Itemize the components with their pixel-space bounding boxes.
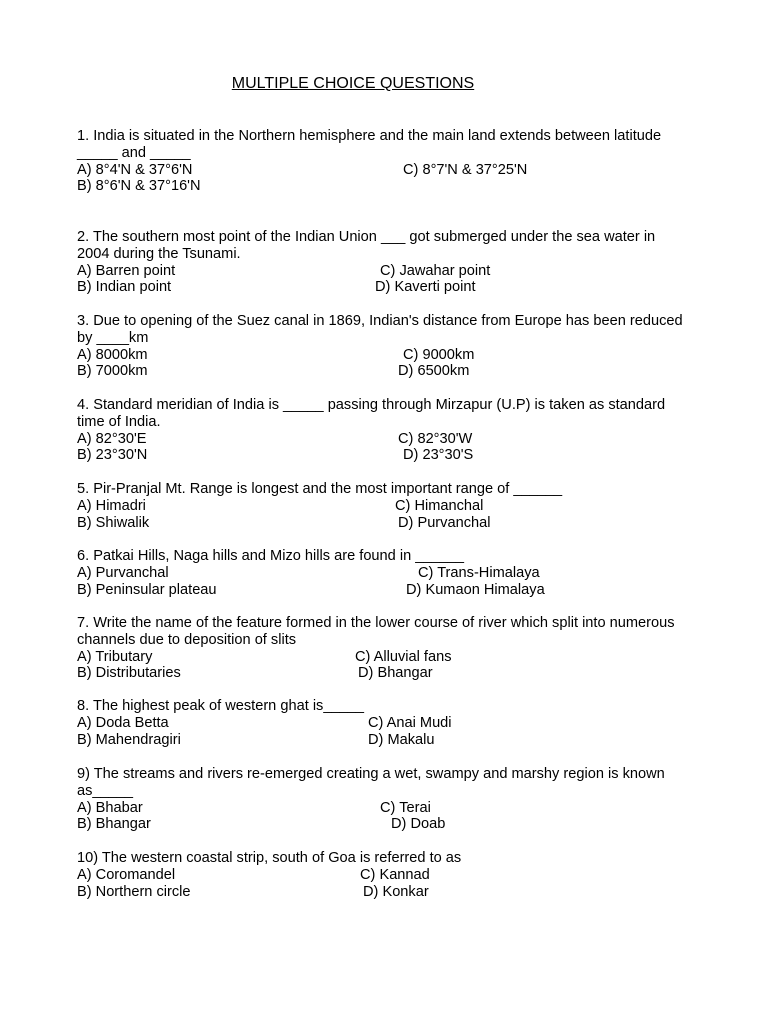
answer-option: A) Purvanchal [77,564,169,581]
answer-option: D) Bhangar [358,665,433,682]
question-text-line: 5. Pir-Pranjal Mt. Range is longest and the most important range of ______ [77,481,563,497]
question-text-line: 6. Patkai Hills, Naga hills and Mizo hills are found in ______ [77,548,464,564]
answer-option: C) Terai [380,799,431,816]
option-row [77,162,737,179]
question-text-line: as_____ [77,782,133,799]
question-10 [77,850,737,900]
option-row [77,279,737,296]
answer-option: B) 7000km [77,363,148,380]
answer-option: A) 8000km [77,346,148,363]
answer-option: D) 23°30'S [403,447,474,464]
option-row [77,447,737,464]
option-row [77,582,737,599]
question-text-line: _____ and _____ [77,144,191,161]
option-row [77,178,737,195]
answer-option: D) Makalu [368,731,435,748]
question-text-line: 9) The streams and rivers re-emerged creating a wet, swampy and marshy region is known [77,766,665,782]
answer-option: C) Alluvial fans [355,648,452,665]
answer-option: D) Kaverti point [375,279,476,296]
question-text-line: time of India. [77,413,161,430]
option-row [77,498,737,515]
answer-option: C) Himanchal [395,497,484,514]
answer-option: B) Bhangar [77,816,151,833]
option-row [77,816,737,833]
question-2 [77,229,737,296]
option-row [77,565,737,582]
answer-option: D) Konkar [363,883,429,900]
answer-option: B) Mahendragiri [77,731,181,748]
question-text-line: 2. The southern most point of the Indian Union ___ got submerged under the sea water in [77,229,656,245]
question-text-line: 3. Due to opening of the Suez canal in 1869, Indian's distance from Europe has been reduced [77,313,683,329]
question-4 [77,397,737,464]
answer-option: A) Coromandel [77,866,176,883]
question-text-line: by ____km [77,329,149,346]
question-text-line: 2004 during the Tsunami. [77,245,241,262]
question-text-line: channels due to deposition of slits [77,631,297,648]
answer-option: C) Anai Mudi [368,714,452,731]
option-row [77,263,737,280]
option-row [77,884,737,901]
question-text-line: 10) The western coastal strip, south of Goa is referred to as [77,850,462,866]
answer-option: D) Purvanchal [398,514,491,531]
option-row [77,732,737,749]
question-text-line: 4. Standard meridian of India is _____ passing through Mirzapur (U.P) is taken as standard [77,397,666,413]
question-text-line: 7. Write the name of the feature formed in the lower course of river which split into numerous [77,615,675,631]
answer-option: A) Barren point [77,262,176,279]
answer-option: D) Doab [391,816,446,833]
option-row [77,665,737,682]
option-row [77,649,737,666]
answer-option: C) 8°7'N & 37°25'N [403,161,528,178]
answer-option: B) 23°30'N [77,447,148,464]
answer-option: A) 8°4'N & 37°6'N [77,161,193,178]
answer-option: A) Tributary [77,648,153,665]
option-row [77,363,737,380]
answer-option: D) Kumaon Himalaya [406,581,545,598]
answer-option: D) 6500km [398,363,470,380]
question-6 [77,548,737,598]
page-title: MULTIPLE CHOICE QUESTIONS [231,75,475,92]
option-row [77,515,737,532]
option-row [77,347,737,364]
answer-option: A) Doda Betta [77,714,169,731]
answer-option: C) 9000km [403,346,475,363]
question-text-line: 8. The highest peak of western ghat is_____ [77,698,364,714]
option-row [77,431,737,448]
answer-option: C) Trans-Himalaya [418,564,540,581]
answer-option: B) Distributaries [77,665,181,682]
answer-option: A) Bhabar [77,799,143,816]
question-9 [77,766,737,833]
question-text-line: 1. India is situated in the Northern hemisphere and the main land extends between latitude [77,128,662,144]
question-8 [77,698,737,748]
answer-option: B) Shiwalik [77,514,150,531]
answer-option: B) 8°6'N & 37°16'N [77,178,201,195]
answer-option: B) Peninsular plateau [77,581,217,598]
question-3 [77,313,737,380]
option-row [77,715,737,732]
question-1 [77,128,737,195]
answer-option: C) Kannad [360,866,430,883]
answer-option: B) Indian point [77,279,172,296]
answer-option: A) 82°30'E [77,430,147,447]
question-7 [77,615,737,682]
question-5 [77,481,737,531]
answer-option: B) Northern circle [77,883,191,900]
option-row [77,800,737,817]
answer-option: C) 82°30'W [398,430,473,447]
option-row [77,867,737,884]
answer-option: A) Himadri [77,497,146,514]
answer-option: C) Jawahar point [380,262,491,279]
